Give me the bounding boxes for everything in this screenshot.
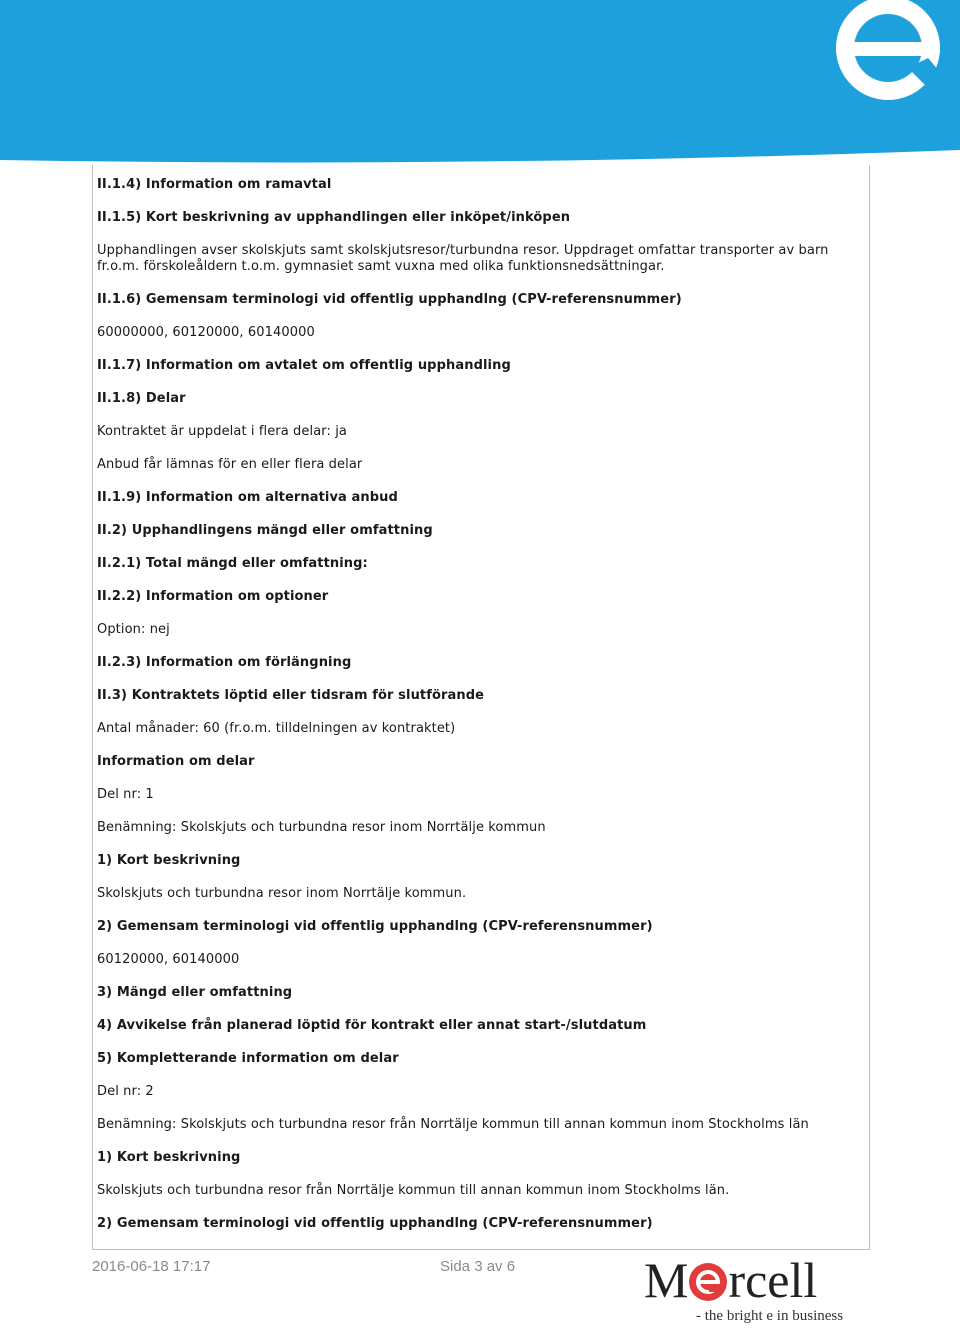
section-text: Option: nej (97, 622, 170, 637)
section-heading: II.1.4) Information om ramavtal (97, 177, 332, 192)
section-heading: 5) Kompletterande information om delar (97, 1051, 399, 1066)
section-text: Del nr: 1 (97, 787, 154, 802)
section-heading: II.2.3) Information om förlängning (97, 655, 352, 670)
section-text: Skolskjuts och turbundna resor från Norrtälje kommun till annan kommun inom Stockholms län. (97, 1183, 730, 1198)
logo-e-icon (689, 1263, 727, 1301)
section-heading: 2) Gemensam terminologi vid offentlig upphandlng (CPV-referensnummer) (97, 919, 653, 934)
section-text: Skolskjuts och turbundna resor inom Norrtälje kommun. (97, 886, 467, 901)
section-text: Upphandlingen avser skolskjuts samt skolskjutsresor/turbundna resor. Uppdraget omfattar transporter av barn fr.o.m. förskoleåldern t.o.m. gymnasiet samt vuxna med olika funktionsnedsättningar. (97, 243, 829, 274)
section-text: 60000000, 60120000, 60140000 (97, 325, 315, 340)
section-text: Del nr: 2 (97, 1084, 154, 1099)
footer-divider (92, 1249, 869, 1250)
section-heading: II.2.2) Information om optioner (97, 589, 329, 604)
document-body (97, 177, 857, 1249)
section-heading: II.1.8) Delar (97, 391, 186, 406)
section-text: Benämning: Skolskjuts och turbundna resor inom Norrtälje kommun (97, 820, 546, 835)
section-heading: II.2) Upphandlingens mängd eller omfattning (97, 523, 433, 538)
section-heading: II.3) Kontraktets löptid eller tidsram för slutförande (97, 688, 485, 703)
section-heading: II.1.9) Information om alternativa anbud (97, 490, 398, 505)
section-heading: II.1.7) Information om avtalet om offentlig upphandling (97, 358, 511, 373)
logo-wordmark: M rcell (644, 1252, 818, 1308)
section-text: Antal månader: 60 (fr.o.m. tilldelningen av kontraktet) (97, 721, 456, 736)
logo-tagline: - the bright e in business (696, 1308, 844, 1324)
section-heading: Information om delar (97, 754, 255, 769)
section-heading: 1) Kort beskrivning (97, 1150, 241, 1165)
section-text: Kontraktet är uppdelat i flera delar: ja (97, 424, 347, 439)
section-heading: II.1.6) Gemensam terminologi vid offentlig upphandlng (CPV-referensnummer) (97, 292, 682, 307)
section-heading: 3) Mängd eller omfattning (97, 985, 293, 1000)
section-heading: II.1.5) Kort beskrivning av upphandlingen eller inköpet/inköpen (97, 210, 571, 225)
section-text: 60120000, 60140000 (97, 952, 240, 967)
section-heading: II.2.1) Total mängd eller omfattning: (97, 556, 368, 571)
footer-date: 2016-06-18 17:17 (92, 1258, 211, 1275)
footer-page-number: Sida 3 av 6 (440, 1258, 516, 1275)
section-heading: 1) Kort beskrivning (97, 853, 241, 868)
mercell-logo (640, 1252, 870, 1329)
section-text: Benämning: Skolskjuts och turbundna resor från Norrtälje kommun till annan kommun inom Stockholms län (97, 1117, 809, 1132)
header-banner (0, 0, 960, 165)
section-heading: 2) Gemensam terminologi vid offentlig upphandlng (CPV-referensnummer) (97, 1216, 653, 1231)
section-text: Anbud får lämnas för en eller flera delar (97, 457, 363, 472)
section-heading: 4) Avvikelse från planerad löptid för kontrakt eller annat start-/slutdatum (97, 1018, 647, 1033)
